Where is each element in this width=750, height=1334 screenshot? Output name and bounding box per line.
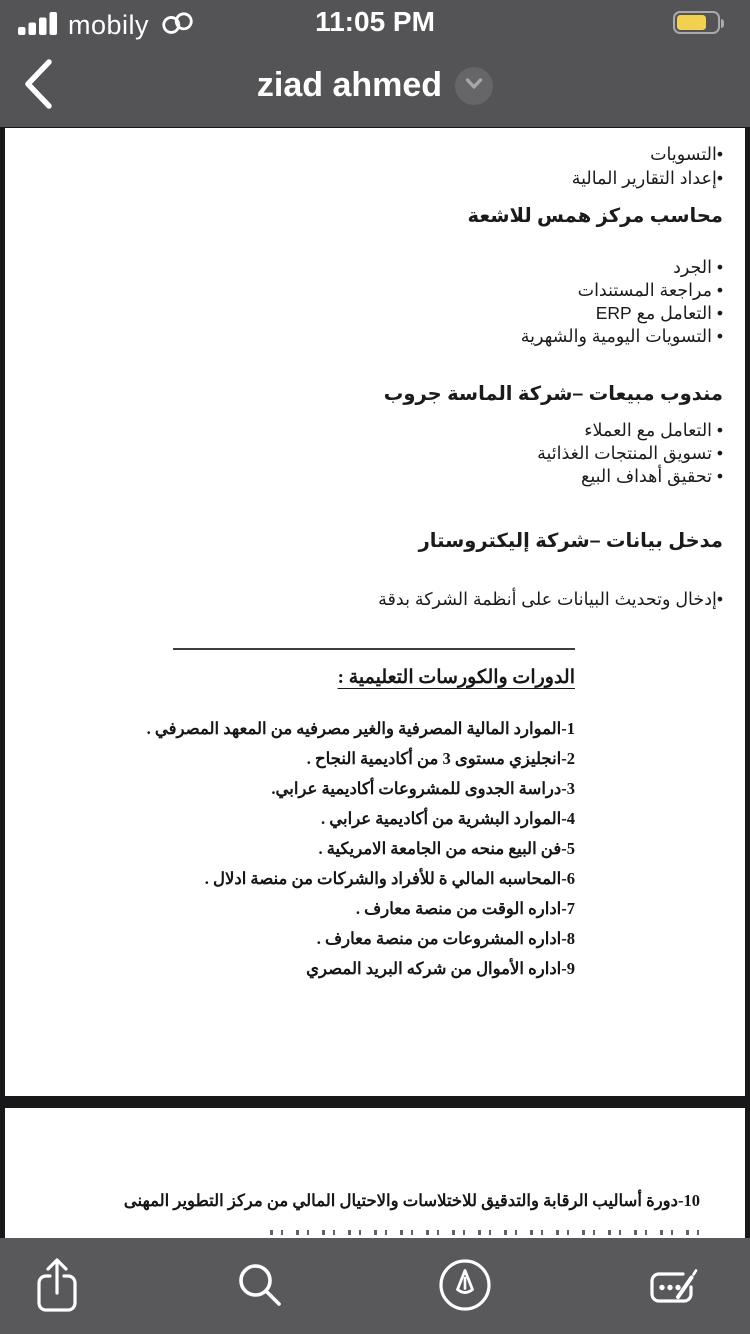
battery-cap <box>721 19 724 28</box>
markup-pen-icon <box>437 1257 493 1316</box>
bullet-item: • تحقيق أهداف البيع <box>581 466 723 486</box>
title-group <box>257 66 493 105</box>
top-bar <box>0 0 750 127</box>
signal-strength-icon <box>18 11 59 41</box>
status-left-cluster <box>18 8 198 43</box>
bullet-item: • مراجعة المستندات <box>577 280 723 300</box>
section-bullet-list <box>25 256 723 348</box>
document-page-2 <box>5 1108 745 1238</box>
page-title: ziad ahmed <box>256 66 443 104</box>
course-item: 7-اداره الوقت من منصة معارف . <box>355 899 575 918</box>
bullet-item: • الجرد <box>673 257 723 277</box>
course-item: 6-المحاسبه المالي ة للأفراد والشركات من منصة ادلال . <box>204 869 575 888</box>
markup-button[interactable] <box>430 1238 500 1334</box>
search-button[interactable] <box>225 1238 295 1334</box>
page-separator <box>0 1096 750 1108</box>
chevron-down-icon <box>464 77 484 94</box>
bullet-item: • التعامل مع ERP <box>595 303 723 323</box>
chevron-left-icon <box>20 56 54 115</box>
intro-bullet-list <box>25 142 723 190</box>
divider-rule <box>173 648 575 650</box>
bullet-item: • التعامل مع العملاء <box>584 420 723 440</box>
courses-heading: الدورات والكورسات التعليمية : <box>337 667 575 688</box>
course-item: 1-الموارد المالية المصرفية والغير مصرفيه من المعهد المصرفي . <box>146 719 575 738</box>
course-item: 2-انجليزي مستوى 3 من أكاديمية النجاح . <box>306 749 575 768</box>
bullet-item: • التسويات اليومية والشهرية <box>520 326 723 346</box>
course-item: 8-اداره المشروعات من منصة معارف . <box>316 929 575 948</box>
course-item: 5-فن البيع منحه من الجامعة الامريكية . <box>318 839 575 858</box>
link-icon <box>158 8 198 43</box>
courses-list <box>25 714 575 984</box>
search-icon <box>234 1259 286 1314</box>
course-item: 4-الموارد البشرية من أكاديمية عرابي . <box>321 809 575 828</box>
courses-list-continued <box>25 1188 700 1214</box>
fill-and-sign-icon <box>646 1259 704 1314</box>
document-page-1 <box>5 128 745 1096</box>
section-title: مندوب مبيعات –شركة الماسة جروب <box>383 383 723 405</box>
fill-and-sign-button[interactable] <box>640 1238 710 1334</box>
bullet-item: •إعداد التقارير المالية <box>571 168 723 188</box>
share-icon <box>34 1256 80 1317</box>
section-bullet-list <box>25 588 723 611</box>
carrier-label: mobily <box>68 10 150 40</box>
status-bar <box>0 0 750 44</box>
clock-label: 11:05 PM <box>315 6 435 37</box>
section-bullet-list <box>25 419 723 488</box>
bullet-item: •التسويات <box>650 144 723 164</box>
clipped-text-line <box>270 1230 700 1235</box>
navigation-bar <box>0 44 750 127</box>
battery-fill <box>677 15 706 30</box>
battery-icon <box>673 11 720 34</box>
course-item: 10-دورة أساليب الرقابة والتدقيق للاختلاسات والاحتيال المالي من مركز التطوير المهنى <box>123 1191 700 1210</box>
bottom-toolbar <box>0 1238 750 1334</box>
bullet-item: • تسويق المنتجات الغذائية <box>537 443 723 463</box>
document-scroll-area[interactable] <box>0 127 750 1238</box>
bullet-item: •إدخال وتحديث البيانات على أنظمة الشركة بدقة <box>378 589 723 609</box>
title-dropdown-button[interactable] <box>455 67 493 105</box>
course-item: 9-اداره الأموال من شركه البريد المصري <box>306 959 575 978</box>
section-title: مدخل بيانات –شركة إليكتروستار <box>418 530 723 552</box>
back-button[interactable] <box>20 54 68 116</box>
share-button[interactable] <box>22 1238 92 1334</box>
course-item: 3-دراسة الجدوى للمشروعات أكاديمية عرابي. <box>271 779 575 798</box>
section-title: محاسب مركز همس للاشعة <box>467 205 723 227</box>
